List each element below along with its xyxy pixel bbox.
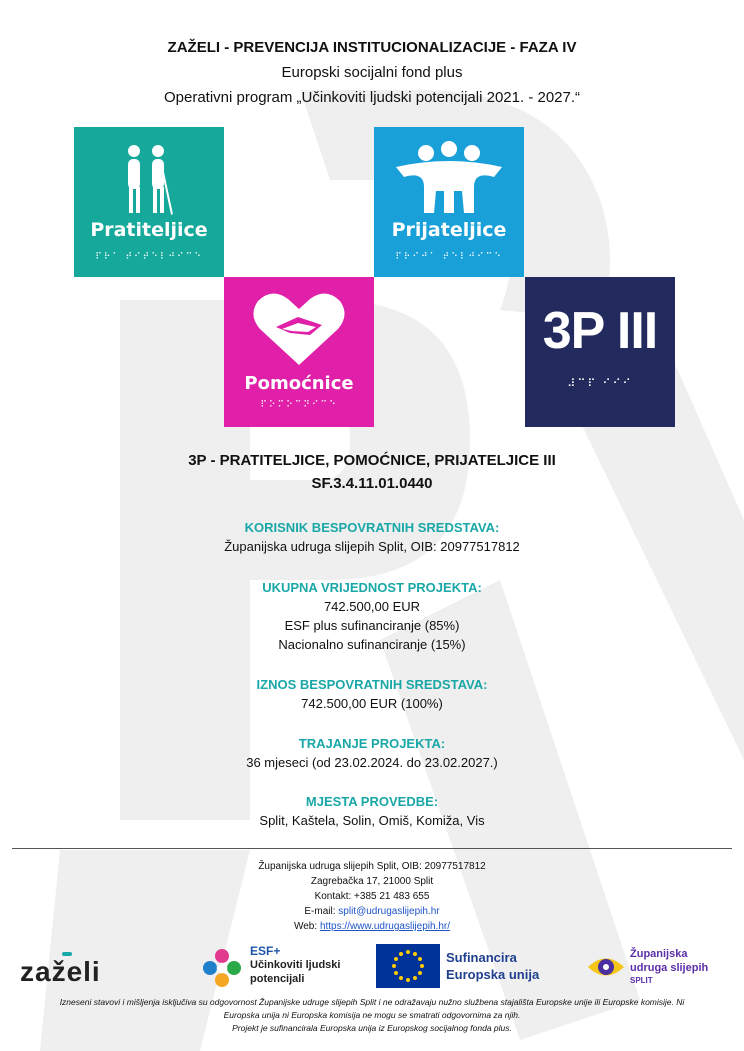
zazeli-accent [62, 952, 72, 956]
braille-dots: ⠼⠉⠏ ⠊⠊⠊ [567, 378, 633, 390]
places-label: MJESTA PROVEDBE: [305, 794, 439, 809]
esf-program-line2: potencijali [250, 973, 305, 985]
braille-dots: ⠏⠗⠊⠚⠁ ⠞⠑⠇⠚⠊⠉⠑ [395, 251, 503, 261]
web-label: Web: [293, 921, 318, 932]
braille-dots: ⠏⠕⠍⠕⠉⠝⠊⠉⠑ [260, 399, 338, 409]
program-subtitle: Operativni program „Učinkoviti ljudski potencijali 2021. - 2027.“ [163, 89, 581, 106]
disclaimer-line3: Projekt je sufinancirala Europska unija iz Europskog socijalnog fonda plus. [232, 1023, 512, 1033]
zus-line3: SPLIT [630, 976, 653, 985]
tile-label: Pomoćnice [244, 373, 354, 394]
tile-3p-iii [525, 277, 675, 427]
tile-prijateljice [374, 127, 524, 277]
total-label: UKUPNA VRIJEDNOST PROJEKTA: [262, 580, 482, 595]
footer-contact: Kontakt: +385 21 483 655 [314, 891, 430, 902]
eu-flag-icon [376, 944, 440, 988]
zus-line1: Županijska [630, 948, 688, 960]
web-link[interactable]: https://www.udrugaslijepih.hr/ [319, 921, 451, 932]
total-national: Nacionalno sufinanciranje (15%) [278, 637, 466, 652]
braille-dots: ⠏⠗⠁ ⠞⠊⠞⠑⠇⠚⠊⠉⠑ [95, 251, 203, 261]
footer-email-line [0, 906, 744, 917]
tile-pratiteljice [74, 127, 224, 277]
esf-flower-icon [200, 946, 244, 990]
email-link[interactable]: split@udrugaslijepih.hr [338, 906, 440, 917]
heart-handshake-icon [224, 277, 374, 377]
eu-cofunded-line1: Sufinancira [446, 950, 517, 965]
grant-value: 742.500,00 EUR (100%) [301, 696, 443, 711]
zus-line2: udruga slijepih [630, 962, 709, 974]
email-label: E-mail: [304, 906, 336, 917]
duration-label: TRAJANJE PROJEKTA: [298, 736, 446, 751]
eye-icon [586, 950, 626, 984]
esf-plus-text: ESF+ [250, 944, 281, 958]
grant-label: IZNOS BESPOVRATNIH SREDSTAVA: [256, 677, 488, 692]
esf-program-line1: Učinkoviti ljudski [250, 959, 341, 971]
eu-cofunded-logo [376, 944, 556, 994]
total-value: 742.500,00 EUR [323, 599, 421, 614]
3p-logo-icon: 3P III [542, 302, 658, 360]
footer-web-line [0, 921, 744, 932]
project-code: SF.3.4.11.01.0440 [311, 475, 433, 492]
project-name: 3P - PRATITELJICE, POMOĆNICE, PRIJATELJICE III [188, 452, 556, 469]
zazeli-wordmark: zaželi [20, 956, 101, 987]
beneficiary-value: Županijska udruga slijepih Split, OIB: 20977517812 [224, 539, 520, 554]
document-title: ZAŽELI - PREVENCIJA INSTITUCIONALIZACIJE - FAZA IV [167, 39, 577, 56]
disclaimer-line2: Europska unija ni Europska komisija ne mogu se smatrati odgovornima za njih. [223, 1010, 521, 1020]
tile-label: Pratiteljice [90, 219, 208, 241]
fund-subtitle: Europski socijalni fond plus [281, 64, 463, 81]
two-walking-people-icon [74, 127, 224, 227]
tile-label: Prijateljice [391, 219, 507, 241]
zus-split-logo [586, 944, 736, 994]
duration-value: 36 mjeseci (od 23.02.2024. do 23.02.2027.) [246, 755, 498, 770]
eu-cofunded-line2: Europska unija [446, 967, 540, 982]
disclaimer [12, 996, 732, 1035]
esf-logo [200, 944, 350, 994]
zazeli-logo [18, 944, 128, 994]
total-esf: ESF plus sufinanciranje (85%) [284, 618, 460, 633]
footer-divider [12, 848, 732, 849]
tile-pomocnice [224, 277, 374, 427]
footer-address: Zagrebačka 17, 21000 Split [310, 876, 434, 887]
disclaimer-line1: Izneseni stavovi i mišljenja isključiva su odgovornost Županijske udruge slijepih Split i ne odražavaju nužno službena stajališta Europske unije ili Europske komisije. Ni [59, 997, 685, 1007]
beneficiary-label: KORISNIK BESPOVRATNIH SREDSTAVA: [244, 520, 500, 535]
footer-org: Županijska udruga slijepih Split, OIB: 20977517812 [258, 861, 486, 872]
places-value: Split, Kaštela, Solin, Omiš, Komiža, Vis [259, 813, 485, 828]
three-people-embracing-icon [374, 127, 524, 227]
